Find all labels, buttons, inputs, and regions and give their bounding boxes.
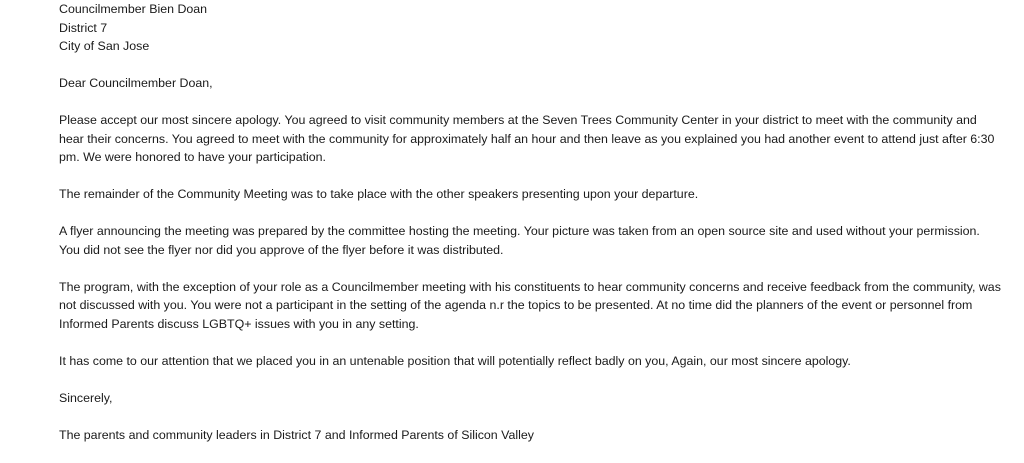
paragraph-line: pm. We were honored to have your participation. [59,150,327,164]
paragraph-line: not discussed with you. You were not a participant in the setting of the agenda n.r the topics to be presented. At no time did the planners of the event or personnel from [59,298,973,312]
paragraph-line: It has come to our attention that we placed you in an untenable position that will potentially reflect badly on you, Again, our most sincere apology. [59,353,851,368]
paragraph-flyer [59,222,1004,259]
paragraph-line: Informed Parents discuss LGBTQ+ issues with you in any setting. [59,316,419,331]
recipient-address [59,0,1004,56]
paragraph-remainder [59,185,1004,204]
paragraph-line: Please accept our most sincere apology. You agreed to visit community members at the Seven Trees Community Center in your district to meet with the community and [59,113,977,127]
recipient-district: District 7 [59,20,108,35]
paragraph-line: You did not see the flyer nor did you approve of the flyer before it was distributed. [59,242,504,257]
recipient-city: City of San Jose [59,39,150,53]
paragraph-program [59,278,1004,334]
paragraph-line: A flyer announcing the meeting was prepared by the committee hosting the meeting. Your picture was taken from an open source site and used without your permission. [59,224,980,238]
paragraph-line: hear their concerns. You agreed to meet with the community for approximately half an hour and then leave as you explained you had another event to attend just after 6:30 [59,131,995,146]
salutation: Dear Councilmember Doan, [59,76,213,90]
paragraph-attention [59,352,1004,371]
recipient-name: Councilmember Bien Doan [59,2,208,16]
closing: Sincerely, [59,390,113,405]
paragraph-line: The program, with the exception of your role as a Councilmember meeting with his constituents to hear community concerns and receive feedback from the community, was [59,279,1001,294]
signature: The parents and community leaders in District 7 and Informed Parents of Silicon Valley [59,427,534,442]
paragraph-line: The remainder of the Community Meeting was to take place with the other speakers presenting upon your departure. [59,187,699,201]
letter-body [59,0,1004,463]
paragraph-apology [59,111,1004,167]
